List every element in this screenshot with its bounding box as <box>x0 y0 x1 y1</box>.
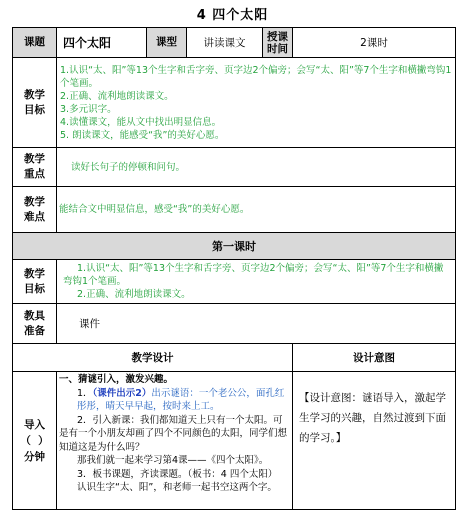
lesson-one-title: 第一课时 <box>13 233 456 260</box>
design-intent: 【设计意图：谜语导入，激起学生学习的兴趣，自然过渡到下面的学习。】 <box>293 372 456 510</box>
design-heading: 一、猜谜引入，激发兴趣。 <box>59 374 174 385</box>
topic-value: 四个太阳 <box>57 28 147 58</box>
hours-value: 2课时 <box>293 28 456 58</box>
design-step-2: 2．引入新课：我们都知道天上只有一个太阳。可是有一个小朋友却画了四个不同颜色的太阳，同学们想知道这是为什么吗？ <box>59 414 288 453</box>
goal-item: 3.多元识字。 <box>60 103 117 115</box>
goals-list <box>57 58 456 148</box>
goals-label: 教学 目标 <box>13 58 57 148</box>
design-step-3: 3．板书课题，齐读课题。（板书：4 四个太阳） <box>77 468 278 480</box>
document-title: 4 四个太阳 <box>196 8 269 23</box>
intent-header: 设计意图 <box>293 344 456 372</box>
section-label: 导入 （ ） 分钟 <box>13 372 57 510</box>
design-step-3b: 认识生字“太、阳”，和老师一起书空这两个字。 <box>77 482 277 493</box>
design-content <box>57 372 293 510</box>
key-points-label: 教学 重点 <box>13 148 57 187</box>
lesson-goals-label: 教学 目标 <box>13 260 57 304</box>
goal-item: 4.读懂课文，能从文中找出明显信息。 <box>60 116 222 128</box>
type-value: 讲读课文 <box>187 28 263 58</box>
lesson-goal-item: 1.认识“太、阳”等13个生字和舌字旁、页字边2个偏旁；会写“太、阳”等7个生字和横撇弯钩1个笔画。 <box>63 263 444 287</box>
type-label: 课型 <box>147 28 187 58</box>
difficulties-text: 能结合文中明显信息，感受“我”的美好心愿。 <box>57 187 456 233</box>
design-step-1: 1．（课件出示2）出示谜语：一个老公公，面孔红彤彤，晴天早早起，按时来上工。 <box>77 387 285 412</box>
key-points-text: 读好长句子的停顿和问句。 <box>57 148 456 187</box>
lesson-goal-item: 2.正确、流利地朗读课文。 <box>77 289 191 300</box>
lesson-plan-table <box>12 27 456 510</box>
goal-item: 5. 朗读课文，能感受“我”的美好心愿。 <box>60 129 225 141</box>
hours-label: 授课 时间 <box>263 28 293 58</box>
difficulties-label: 教学 难点 <box>13 187 57 233</box>
topic-label: 课题 <box>13 28 57 58</box>
prep-label: 教具 准备 <box>13 304 57 344</box>
goal-item: 2.正确、流利地朗读课文。 <box>60 90 174 102</box>
design-step-2b: 那我们就一起来学习第4课——《四个太阳》。 <box>77 455 269 466</box>
prep-value: 课件 <box>57 304 456 344</box>
lesson-goals-list <box>57 260 456 304</box>
goal-item: 1.认识“太、阳”等13个生字和舌字旁、页字边2个偏旁；会写“太、阳”等7个生字和横撇弯钩1个笔画。 <box>60 64 452 89</box>
design-header: 教学设计 <box>13 344 293 372</box>
